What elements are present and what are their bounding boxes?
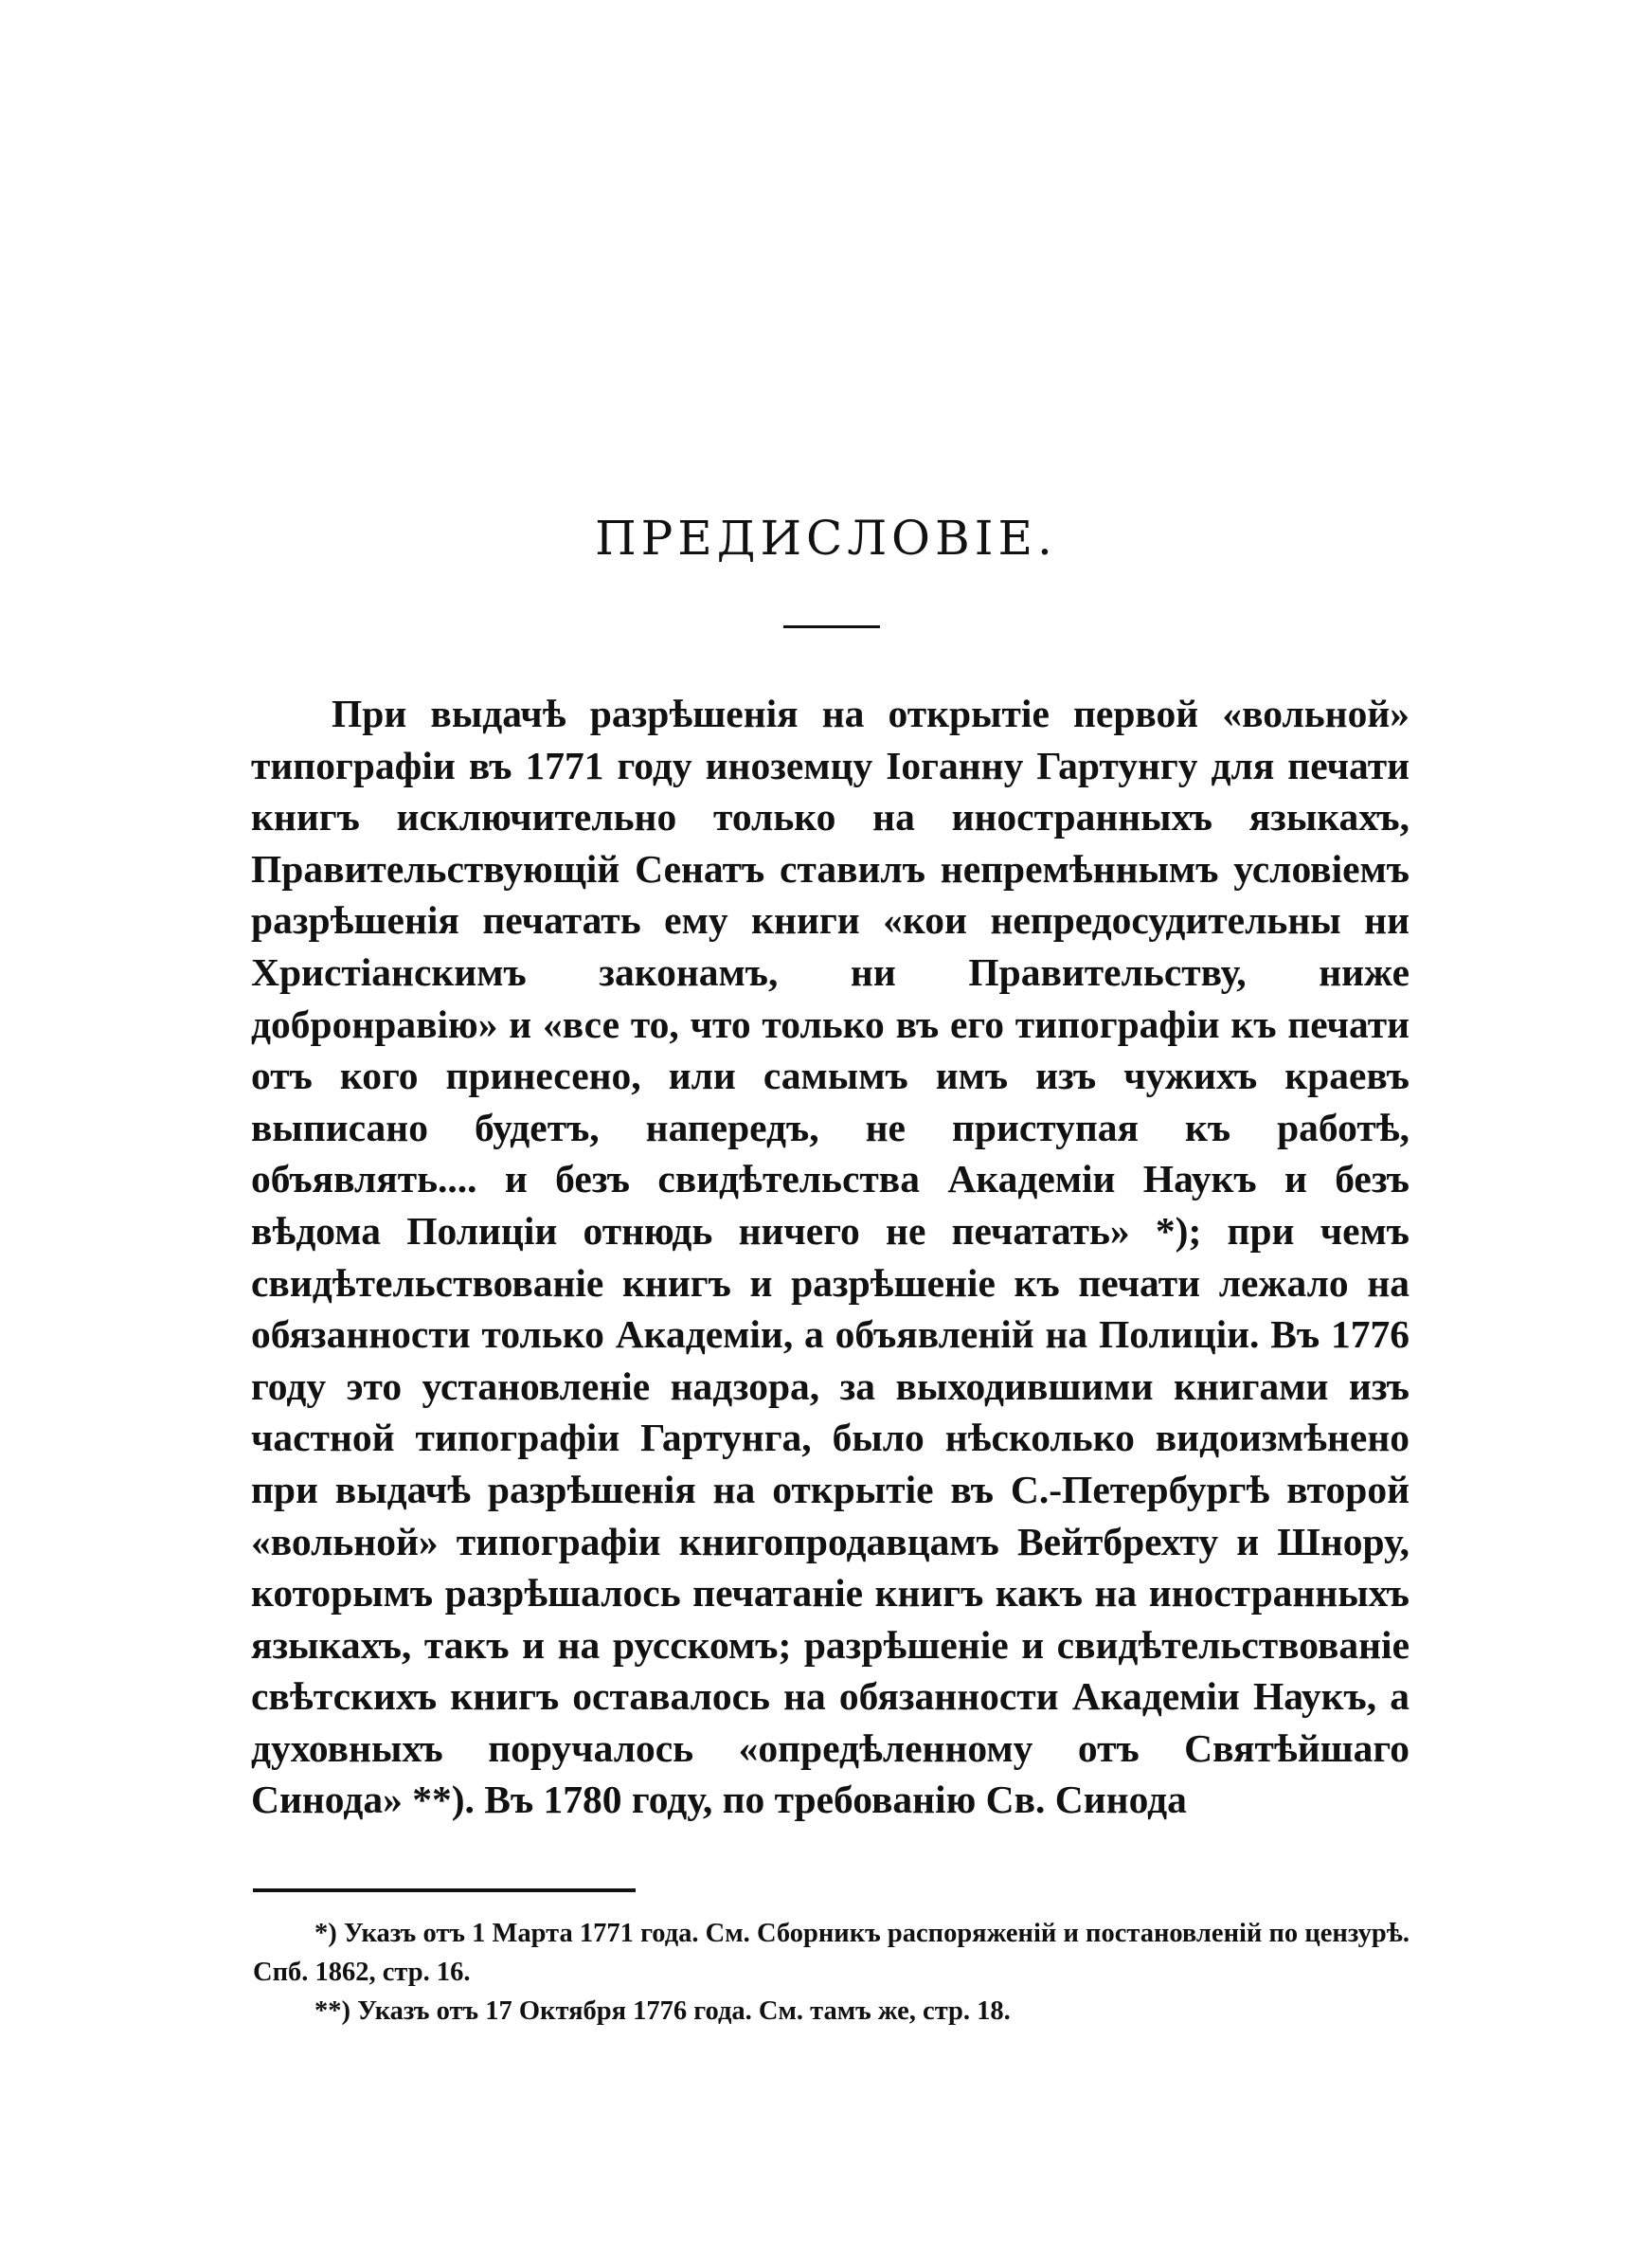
body-paragraph: При выдачѣ разрѣшенія на открытіе первой «вольной» типографіи въ 1771 году иноземцу Іоганну Гартунгу для печати книгъ исключительно только на иностранныхъ языкахъ, Правительствующій Сенатъ ставилъ непремѣннымъ условіемъ разрѣшенія печатать ему книги «кои непредосудительны ни Христіанскимъ законамъ, ни Правительству, ниже добронравію» и «все то, что только въ его типографіи къ печати отъ кого принесено, или самымъ имъ изъ чужихъ краевъ выписано будетъ, напередъ, не приступая къ работѣ, объявлять.... и безъ свидѣтельства Академіи Наукъ и безъ вѣдома Полиціи отнюдь ничего не печатать» *); при чемъ свидѣтельствованіе книгъ и разрѣшеніе къ печати лежало на обязанности только Академіи, а объявленій на Полиціи. Въ 1776 году это установленіе надзора, за выходившими книгами изъ частной типографіи Гартунга, было нѣсколько видоизмѣнено при выдачѣ разрѣшенія на открытіе въ С.-Петербургѣ второй «вольной» типографіи книгопродавцамъ Вейтбрехту и Шнору, которымъ разрѣшалось печатаніе книгъ какъ на иностранныхъ языкахъ, такъ и на русскомъ; разрѣшеніе и свидѣтельствованіе свѣтскихъ книгъ оставалось на обязанности Академіи Наукъ, а духовныхъ поручалось «опредѣленному отъ Святѣйшаго Синода» **). Въ 1780 году, по требованію Св. Синода <box>251 692 1410 1822</box>
footnotes <box>253 1914 1410 2031</box>
footnote-1: *) Указъ отъ 1 Марта 1771 года. См. Сборникъ распоряженій и постановленій по цензурѣ. Спб. 1862, стр. 16. <box>253 1919 1410 1987</box>
title-divider <box>783 625 880 628</box>
page-title: ПРЕДИСЛОВІЕ. <box>595 511 1057 566</box>
footnote-2: **) Указъ отъ 17 Октября 1776 года. См. тамъ же, стр. 18. <box>314 1996 1011 2026</box>
footnote-divider <box>253 1888 636 1892</box>
